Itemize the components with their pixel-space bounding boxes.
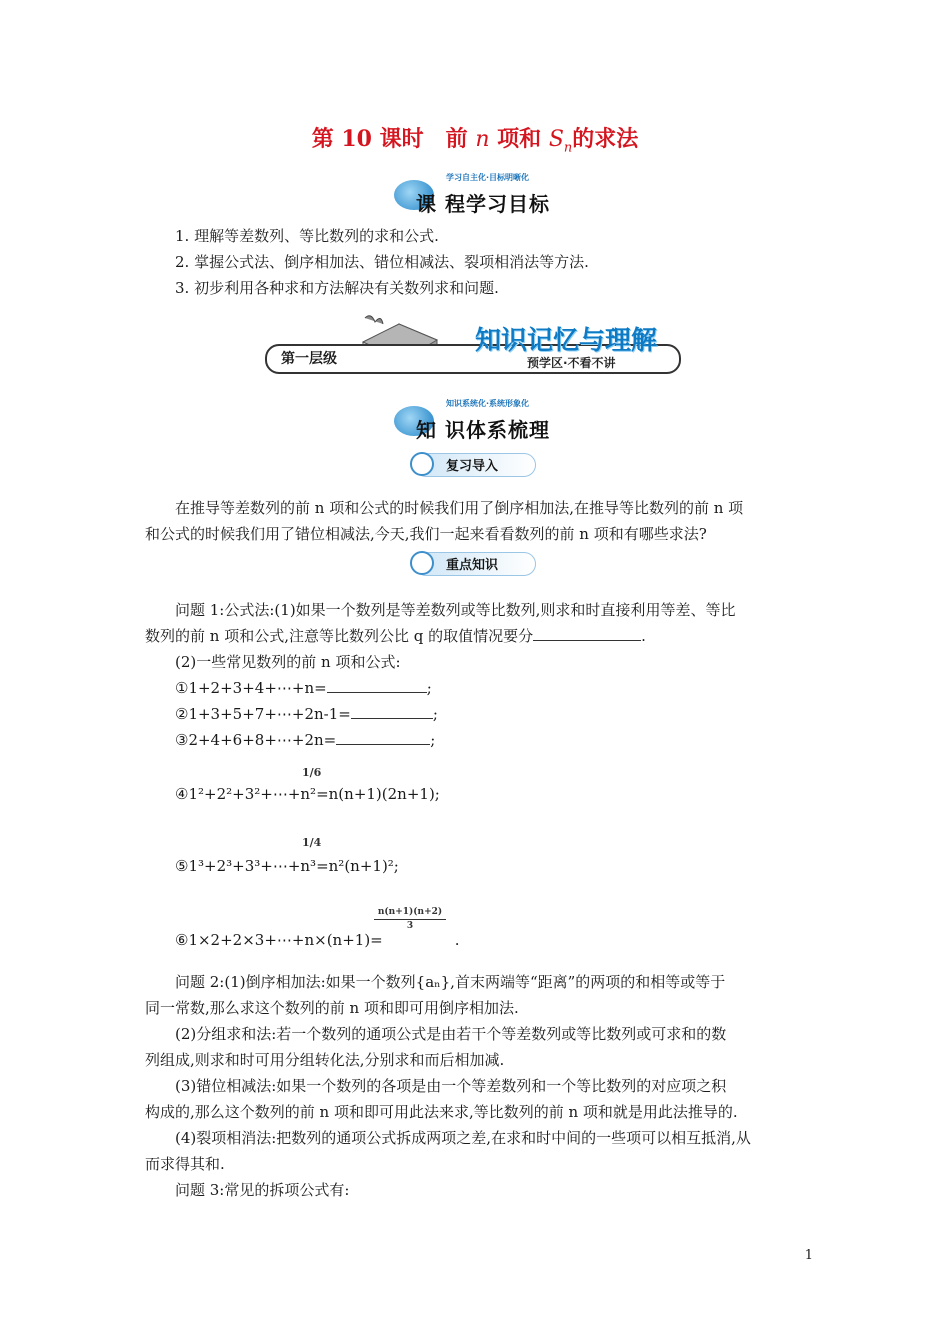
goal-item: 3. 初步利用各种求和方法解决有关数列求和问题. <box>175 279 499 297</box>
fraction-numerator: n(n+1)(n+2) <box>374 906 446 920</box>
title-s: S <box>548 127 564 152</box>
answer-blank[interactable] <box>533 622 641 641</box>
q2-line: 构成的,那么这个数列的前 n 项和即可用此法来求,等比数列的前 n 项和就是用此法推导的. <box>145 1103 738 1121</box>
formula-text: ③2+4+6+8+⋯+2n= <box>175 731 337 749</box>
goal-item: 2. 掌握公式法、倒序相加法、错位相减法、裂项相消法等方法. <box>175 253 589 271</box>
q2-line: 而求得其和. <box>145 1155 225 1173</box>
q2-line: (4)裂项相消法:把数列的通项公式拆成两项之差,在求和时中间的一些项可以相互抵消,从 <box>175 1129 751 1147</box>
formula-text: n(n+1)(2n+1); <box>328 785 440 803</box>
level-heading: 知识记忆与理解 <box>475 326 658 356</box>
title-n: n <box>475 127 490 152</box>
formula-4 <box>175 780 440 808</box>
formula-5-fraction: 1/4 <box>302 836 322 849</box>
q2-line: 同一常数,那么求这个数列的前 n 项和即可用倒序相加法. <box>145 999 519 1017</box>
q1-line: 问题 1:公式法:(1)如果一个数列是等差数列或等比数列,则求和时直接利用等差、等比 <box>175 601 736 619</box>
review-intro-pill <box>408 451 538 477</box>
page-number: 1 <box>804 1248 813 1263</box>
formula-4-fraction: 1/6 <box>302 766 322 779</box>
level-label: 第一层级 <box>281 351 337 367</box>
formula-text: ⑥1×2+2×3+⋯+n×(n+1)= <box>175 931 383 949</box>
page-title <box>0 122 950 155</box>
answer-blank[interactable] <box>351 700 433 719</box>
level-banner <box>265 302 685 384</box>
review-paragraph-line: 和公式的时候我们用了错位相减法,今天,我们一起来看看数列的前 n 项和有哪些求法? <box>145 525 707 543</box>
q2-line: (3)错位相减法:如果一个数列的各项是由一个等差数列和一个等比数列的对应项之积 <box>175 1077 727 1095</box>
review-paragraph-line: 在推导等差数列的前 n 项和公式的时候我们用了倒序相加法,在推导等比数列的前 n 项 <box>175 499 744 517</box>
q2-line: 列组成,则求和时可用分组转化法,分别求和而后相加减. <box>145 1051 505 1069</box>
banner-title: 知 识体系梳理 <box>416 418 550 442</box>
key-knowledge-pill <box>408 550 538 576</box>
q3-line: 问题 3:常见的拆项公式有: <box>175 1181 350 1199</box>
banner-subtitle: 学习自主化·目标明晰化 <box>446 173 530 182</box>
pill-label: 重点知识 <box>446 558 499 573</box>
banner-subtitle: 知识系统化·系统形象化 <box>446 399 530 408</box>
formula-text: ⑤1³+2³+3³+⋯+n³= <box>175 857 329 875</box>
q1-line-text: 数列的前 n 项和公式,注意等比数列公比 q 的取值情况要分 <box>145 627 534 645</box>
q2-line: 问题 2:(1)倒序相加法:如果一个数列{aₙ},首末两端等“距离”的两项的和相等或等于 <box>175 973 726 991</box>
q1-line: (2)一些常见数列的前 n 项和公式: <box>175 653 401 671</box>
clock-icon <box>410 551 434 575</box>
formula-2: ②1+3+5+7+⋯+2n-1= ; <box>175 700 438 728</box>
clock-icon <box>410 452 434 476</box>
answer-blank[interactable] <box>327 674 427 693</box>
formula-6: ⑥1×2+2×3+⋯+n×(n+1)= . <box>175 931 460 949</box>
goal-item: 1. 理解等差数列、等比数列的求和公式. <box>175 227 439 245</box>
q2-line: (2)分组求和法:若一个数列的通项公式是由若干个等差数列或等比数列或可求和的数 <box>175 1025 727 1043</box>
fraction-denominator: 3 <box>406 921 414 931</box>
formula-text: n²(n+1)²; <box>328 857 399 875</box>
formula-text: ④1²+2²+3²+⋯+n²= <box>175 785 329 803</box>
pill-label: 复习导入 <box>446 459 499 474</box>
formula-3: ③2+4+6+8+⋯+2n= ; <box>175 726 435 754</box>
formula-1: ①1+2+3+4+⋯+n= ; <box>175 674 432 702</box>
q1-line: 数列的前 n 项和公式,注意等比数列公比 q 的取值情况要分 . <box>145 622 646 650</box>
formula-text: ①1+2+3+4+⋯+n= <box>175 679 327 697</box>
level-subheading: 预学区·不看不讲 <box>527 356 616 370</box>
knowledge-system-banner <box>394 398 564 442</box>
title-prefix: 第 10 课时 前 <box>311 126 476 152</box>
banner-title: 课 程学习目标 <box>416 192 550 216</box>
formula-5 <box>175 852 399 880</box>
title-suffix: 的求法 <box>572 126 639 152</box>
answer-blank[interactable] <box>336 726 430 745</box>
title-sub: n <box>563 140 573 156</box>
course-goals-banner <box>394 172 564 216</box>
formula-text: ②1+3+5+7+⋯+2n-1= <box>175 705 351 723</box>
title-mid: 项和 <box>489 126 549 152</box>
